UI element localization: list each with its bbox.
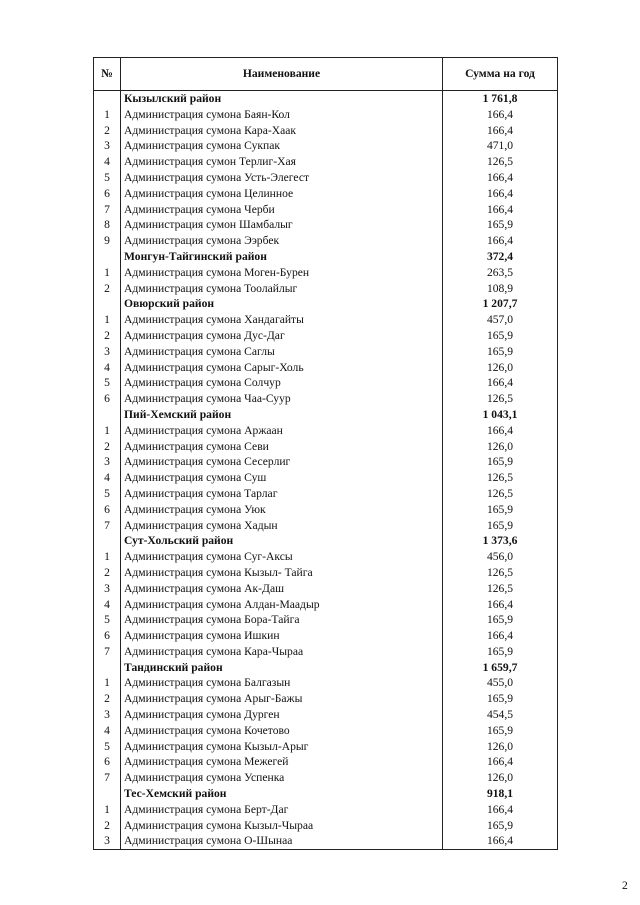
row-name: Администрация сумона О-Шынаа [121, 833, 443, 849]
row-sum: 126,5 [443, 391, 558, 407]
row-sum: 166,4 [443, 375, 558, 391]
row-number: 3 [94, 344, 121, 360]
district-row [94, 249, 558, 265]
row-number [94, 786, 121, 802]
row-name: Администрация сумона Хадын [121, 518, 443, 534]
row-number [94, 249, 121, 265]
row-number: 9 [94, 233, 121, 249]
table-row [94, 454, 558, 470]
row-sum: 126,5 [443, 565, 558, 581]
row-sum: 165,9 [443, 502, 558, 518]
district-row [94, 407, 558, 423]
row-sum: 1 207,7 [443, 296, 558, 312]
table-row [94, 628, 558, 644]
row-sum: 166,4 [443, 202, 558, 218]
row-number [94, 533, 121, 549]
row-name: Администрация сумона Целинное [121, 186, 443, 202]
row-number: 2 [94, 281, 121, 297]
table-row [94, 375, 558, 391]
row-sum: 165,9 [443, 518, 558, 534]
row-number: 4 [94, 360, 121, 376]
table-row [94, 707, 558, 723]
row-name: Администрация сумона Усть-Элегест [121, 170, 443, 186]
row-number: 2 [94, 691, 121, 707]
row-sum: 108,9 [443, 281, 558, 297]
row-sum: 166,4 [443, 123, 558, 139]
row-name: Администрация сумона Ак-Даш [121, 581, 443, 597]
row-number [94, 660, 121, 676]
row-number: 2 [94, 818, 121, 834]
row-name: Администрация сумона Успенка [121, 770, 443, 786]
row-name: Администрация сумона Кара-Хаак [121, 123, 443, 139]
row-name: Администрация сумона Ишкин [121, 628, 443, 644]
row-name: Администрация сумона Сарыг-Холь [121, 360, 443, 376]
row-sum: 455,0 [443, 675, 558, 691]
row-sum: 165,9 [443, 723, 558, 739]
row-name: Администрация сумона Моген-Бурен [121, 265, 443, 281]
row-name: Монгун-Тайгинский район [121, 249, 443, 265]
row-sum: 456,0 [443, 549, 558, 565]
table-row [94, 217, 558, 233]
table-row [94, 138, 558, 154]
table-row [94, 486, 558, 502]
row-name: Администрация сумона Саглы [121, 344, 443, 360]
row-number: 1 [94, 802, 121, 818]
row-sum: 126,0 [443, 439, 558, 455]
table-row [94, 170, 558, 186]
district-row [94, 296, 558, 312]
table-header-row [94, 58, 558, 91]
row-name: Администрация сумона Дурген [121, 707, 443, 723]
row-number: 3 [94, 581, 121, 597]
row-name: Администрация сумона Хандагайты [121, 312, 443, 328]
table-row [94, 802, 558, 818]
row-sum: 166,4 [443, 754, 558, 770]
row-sum: 918,1 [443, 786, 558, 802]
row-number: 7 [94, 770, 121, 786]
row-number: 3 [94, 454, 121, 470]
row-number [94, 91, 121, 107]
row-sum: 166,4 [443, 423, 558, 439]
row-name: Администрация сумона Ээрбек [121, 233, 443, 249]
table-row [94, 186, 558, 202]
header-sum: Сумма на год [443, 58, 558, 91]
row-name: Администрация сумона Алдан-Маадыр [121, 597, 443, 613]
row-sum: 126,0 [443, 739, 558, 755]
row-number: 3 [94, 707, 121, 723]
row-name: Овюрский район [121, 296, 443, 312]
district-row [94, 533, 558, 549]
row-number [94, 296, 121, 312]
row-sum: 165,9 [443, 691, 558, 707]
table-row [94, 265, 558, 281]
table-row [94, 233, 558, 249]
row-number: 5 [94, 170, 121, 186]
row-number: 2 [94, 565, 121, 581]
row-name: Пий-Хемский район [121, 407, 443, 423]
row-sum: 457,0 [443, 312, 558, 328]
row-sum: 1 373,6 [443, 533, 558, 549]
table-row [94, 739, 558, 755]
budget-table [93, 57, 558, 850]
table-row [94, 123, 558, 139]
row-sum: 471,0 [443, 138, 558, 154]
row-sum: 166,4 [443, 107, 558, 123]
row-number: 5 [94, 375, 121, 391]
row-number: 1 [94, 107, 121, 123]
table-row [94, 360, 558, 376]
row-number: 7 [94, 518, 121, 534]
row-name: Администрация сумона Кара-Чыраа [121, 644, 443, 660]
row-sum: 166,4 [443, 833, 558, 849]
row-number: 6 [94, 391, 121, 407]
row-number: 1 [94, 423, 121, 439]
table-row [94, 281, 558, 297]
row-name: Администрация сумона Тоолайлыг [121, 281, 443, 297]
row-name: Администрация сумона Тарлаг [121, 486, 443, 502]
table-row [94, 833, 558, 849]
row-name: Администрация сумона Суг-Аксы [121, 549, 443, 565]
table-row [94, 439, 558, 455]
table-row [94, 644, 558, 660]
row-name: Тандинский район [121, 660, 443, 676]
row-number: 3 [94, 138, 121, 154]
row-number: 6 [94, 628, 121, 644]
row-number: 4 [94, 597, 121, 613]
row-number: 6 [94, 754, 121, 770]
row-name: Администрация сумона Уюк [121, 502, 443, 518]
row-sum: 166,4 [443, 170, 558, 186]
table-row [94, 154, 558, 170]
row-number: 4 [94, 723, 121, 739]
row-name: Администрация сумона Черби [121, 202, 443, 218]
row-name: Администрация сумона Кызыл-Чыраа [121, 818, 443, 834]
row-sum: 165,9 [443, 217, 558, 233]
row-sum: 126,5 [443, 581, 558, 597]
row-name: Администрация сумона Межегей [121, 754, 443, 770]
table-row [94, 107, 558, 123]
table-row [94, 565, 558, 581]
row-number: 7 [94, 202, 121, 218]
row-number: 6 [94, 502, 121, 518]
row-number: 7 [94, 644, 121, 660]
table-row [94, 675, 558, 691]
table-row [94, 391, 558, 407]
row-sum: 126,5 [443, 486, 558, 502]
row-number: 1 [94, 675, 121, 691]
row-name: Администрация сумона Кызыл-Арыг [121, 739, 443, 755]
row-number: 2 [94, 439, 121, 455]
row-sum: 1 659,7 [443, 660, 558, 676]
table-row [94, 549, 558, 565]
row-sum: 165,9 [443, 328, 558, 344]
row-sum: 263,5 [443, 265, 558, 281]
row-number: 4 [94, 154, 121, 170]
row-name: Сут-Хольский район [121, 533, 443, 549]
row-name: Администрация сумона Дус-Даг [121, 328, 443, 344]
table-row [94, 502, 558, 518]
table-row [94, 328, 558, 344]
row-name: Администрация сумона Кызыл- Тайга [121, 565, 443, 581]
header-name: Наименование [121, 58, 443, 91]
row-sum: 165,9 [443, 454, 558, 470]
header-num: № [94, 58, 121, 91]
row-number: 1 [94, 265, 121, 281]
table-row [94, 344, 558, 360]
row-sum: 165,9 [443, 818, 558, 834]
row-number: 3 [94, 833, 121, 849]
district-row [94, 660, 558, 676]
row-sum: 454,5 [443, 707, 558, 723]
row-sum: 166,4 [443, 186, 558, 202]
row-sum: 126,0 [443, 770, 558, 786]
row-number: 6 [94, 186, 121, 202]
row-sum: 166,4 [443, 233, 558, 249]
table-row [94, 312, 558, 328]
row-name: Администрация сумона Балгазын [121, 675, 443, 691]
row-sum: 166,4 [443, 802, 558, 818]
row-sum: 126,5 [443, 154, 558, 170]
page-number: 2 [622, 879, 628, 892]
table-row [94, 470, 558, 486]
table-row [94, 612, 558, 628]
row-number: 4 [94, 470, 121, 486]
district-row [94, 786, 558, 802]
row-sum: 1 043,1 [443, 407, 558, 423]
row-number: 5 [94, 486, 121, 502]
row-sum: 1 761,8 [443, 91, 558, 107]
row-number: 8 [94, 217, 121, 233]
table-row [94, 597, 558, 613]
row-name: Кызылский район [121, 91, 443, 107]
table-row [94, 581, 558, 597]
district-row [94, 91, 558, 107]
row-sum: 166,4 [443, 597, 558, 613]
table-row [94, 691, 558, 707]
table-row [94, 754, 558, 770]
table-row [94, 818, 558, 834]
row-sum: 165,9 [443, 344, 558, 360]
row-sum: 126,0 [443, 360, 558, 376]
table-row [94, 518, 558, 534]
table-row [94, 770, 558, 786]
row-name: Тес-Хемский район [121, 786, 443, 802]
row-number: 1 [94, 549, 121, 565]
row-number: 1 [94, 312, 121, 328]
row-name: Администрация сумона Аржаан [121, 423, 443, 439]
row-name: Администрация сумона Кочетово [121, 723, 443, 739]
row-name: Администрация сумона Сесерлиг [121, 454, 443, 470]
table-body [94, 91, 558, 850]
row-name: Администрация сумона Севи [121, 439, 443, 455]
row-name: Администрация сумона Бора-Тайга [121, 612, 443, 628]
table-row [94, 423, 558, 439]
row-number [94, 407, 121, 423]
row-number: 2 [94, 328, 121, 344]
row-sum: 166,4 [443, 628, 558, 644]
row-name: Администрация сумона Сукпак [121, 138, 443, 154]
row-sum: 165,9 [443, 612, 558, 628]
row-name: Администрация сумона Чаа-Суур [121, 391, 443, 407]
row-name: Администрация сумона Суш [121, 470, 443, 486]
row-name: Администрация сумона Баян-Кол [121, 107, 443, 123]
row-number: 2 [94, 123, 121, 139]
row-name: Администрация сумон Терлиг-Хая [121, 154, 443, 170]
row-name: Администрация сумона Арыг-Бажы [121, 691, 443, 707]
row-sum: 165,9 [443, 644, 558, 660]
row-sum: 126,5 [443, 470, 558, 486]
row-name: Администрация сумона Берт-Даг [121, 802, 443, 818]
table-row [94, 202, 558, 218]
row-number: 5 [94, 612, 121, 628]
row-name: Администрация сумона Солчур [121, 375, 443, 391]
row-sum: 372,4 [443, 249, 558, 265]
row-name: Администрация сумон Шамбалыг [121, 217, 443, 233]
table-row [94, 723, 558, 739]
row-number: 5 [94, 739, 121, 755]
